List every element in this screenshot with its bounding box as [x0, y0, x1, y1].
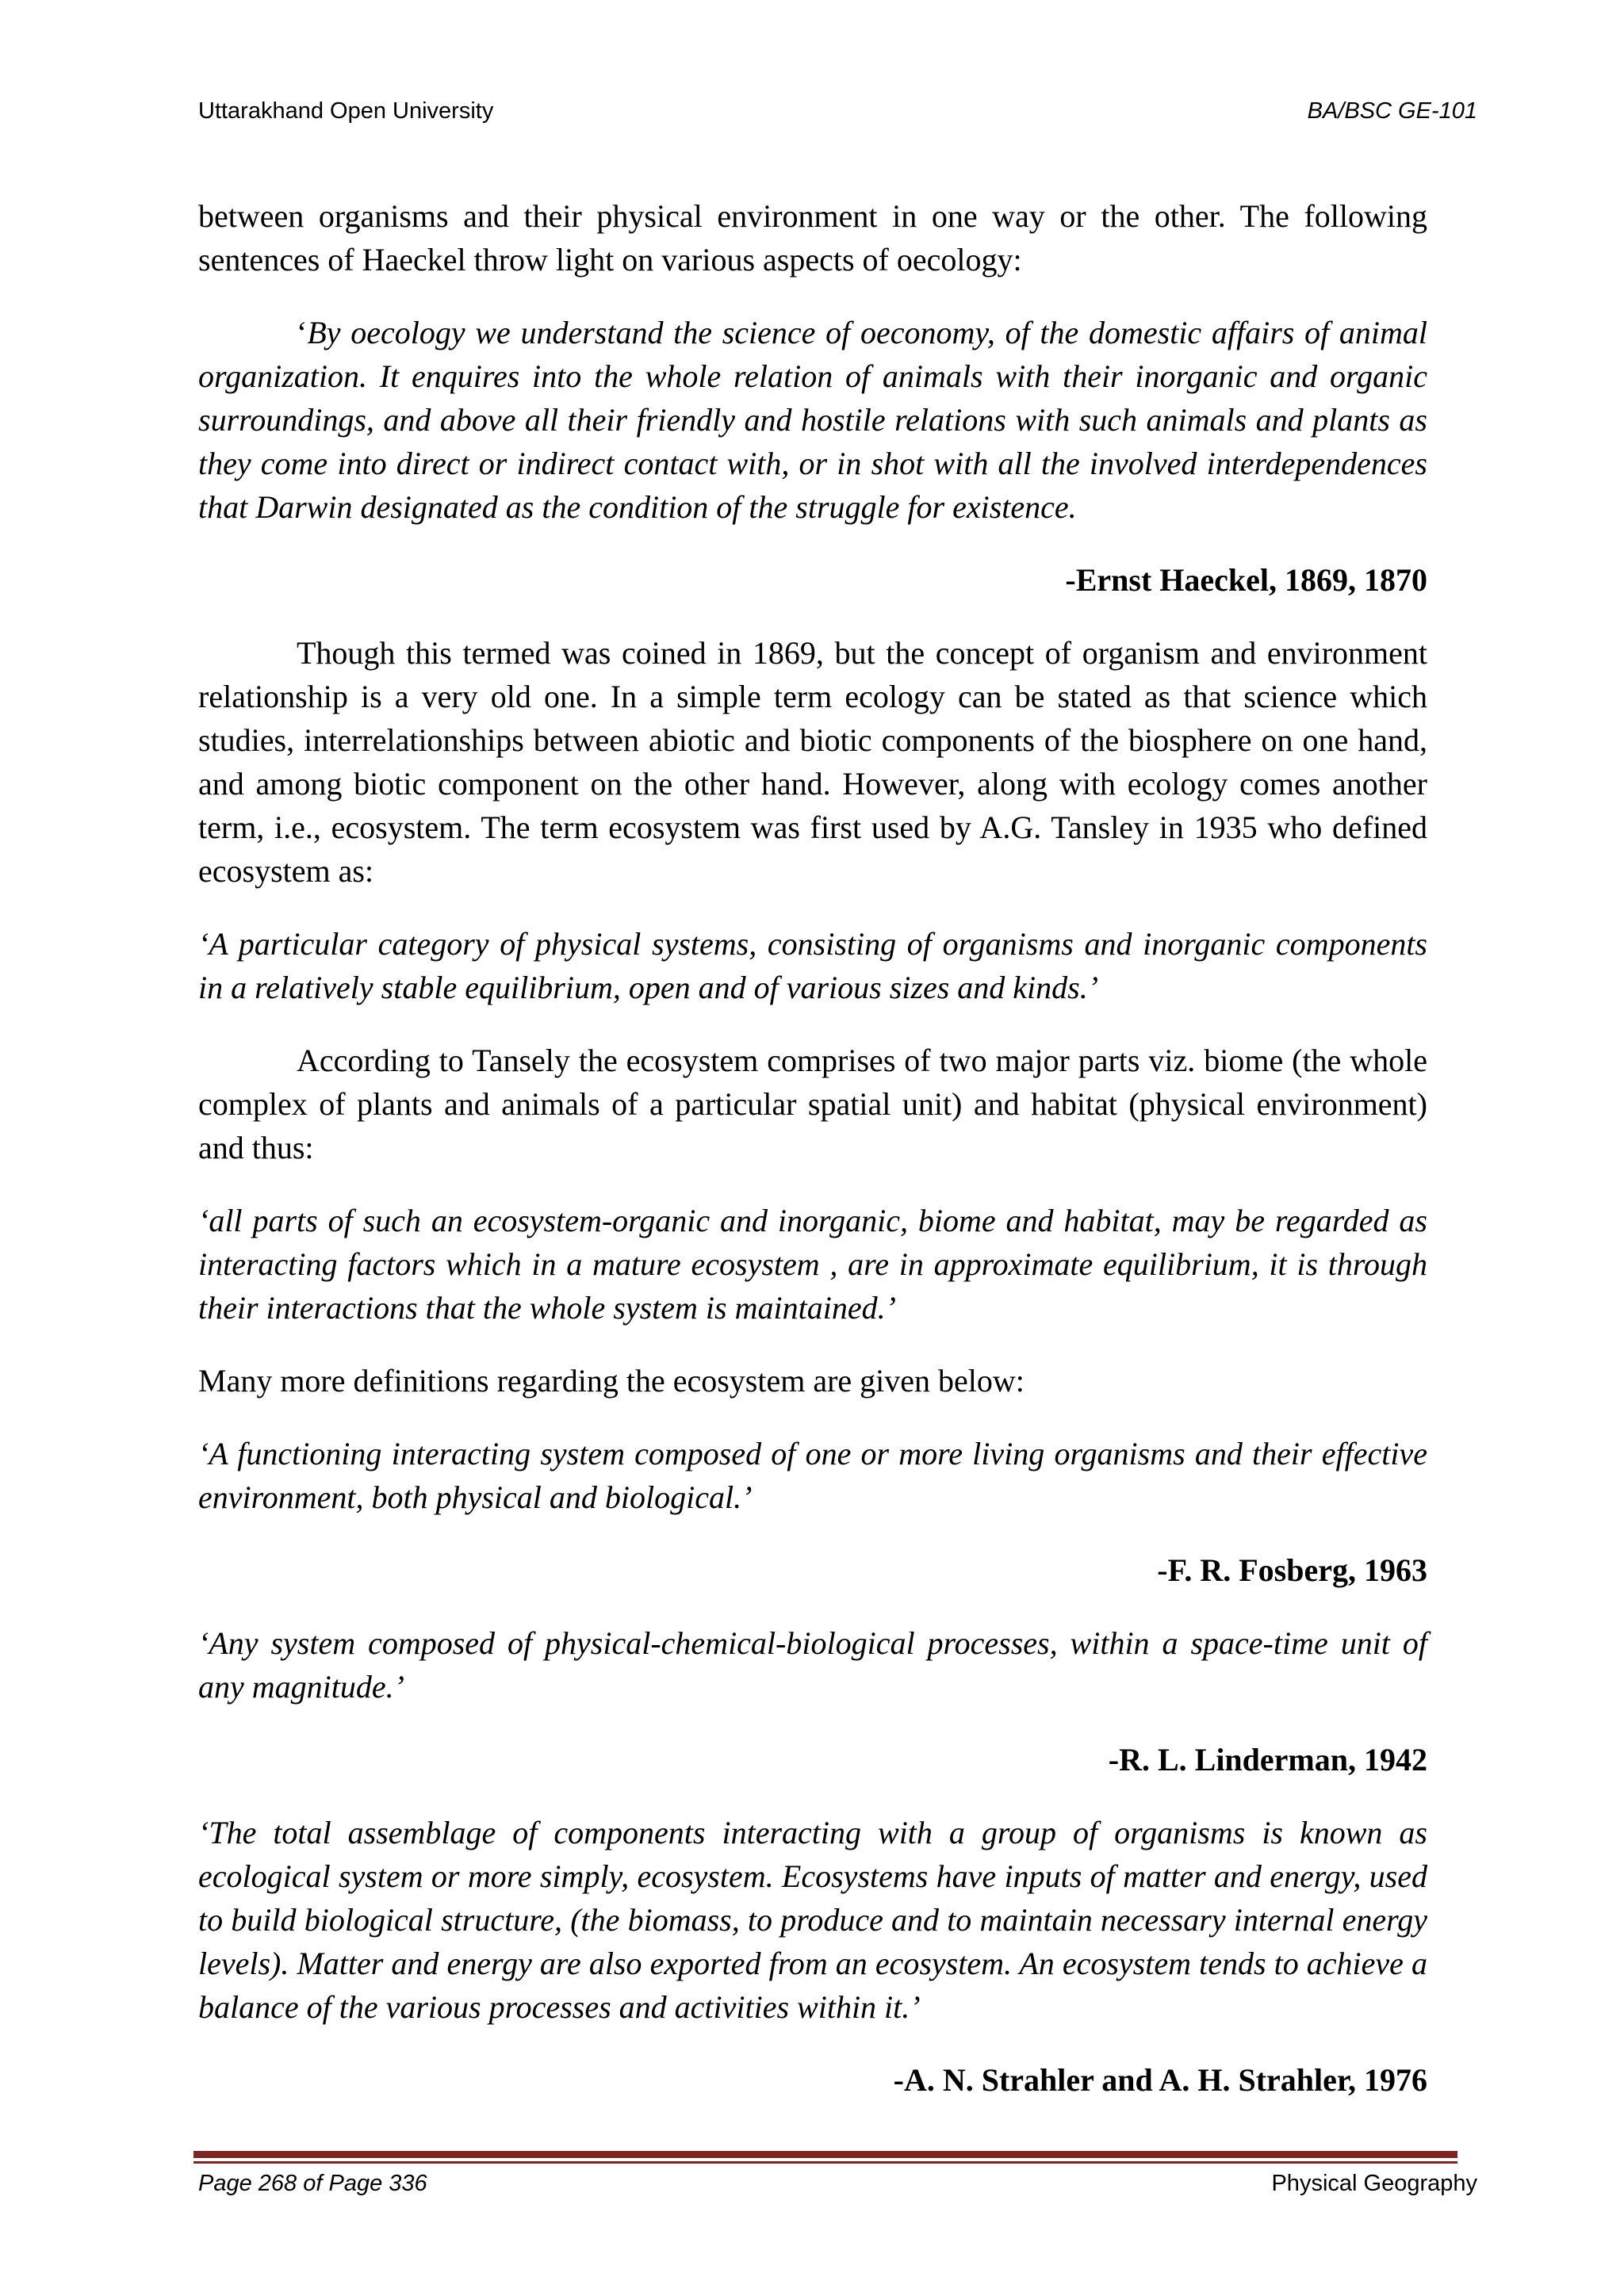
- attribution-strahler: -A. N. Strahler and A. H. Strahler, 1976: [893, 2062, 1427, 2098]
- footer-subject: Physical Geography: [1271, 2171, 1477, 2196]
- attribution-fosberg: -F. R. Fosberg, 1963: [1157, 1552, 1427, 1588]
- paragraph-2: Though this termed was coined in 1869, but the concept of organism and environment relationship is a very old one. In a simple term ecology can be stated as that science which studies, interrelationships between abiotic and biotic components of the biosphere on one hand, and among biotic component on the other hand. However, along with ecology comes another term, i.e., ecosystem. The term ecosystem was first used by A.G. Tansley in 1935 who defined ecosystem as:: [198, 635, 1427, 889]
- attribution-linderman: -R. L. Linderman, 1942: [1108, 1742, 1427, 1777]
- paragraph-3: According to Tansely the ecosystem comprises of two major parts viz. biome (the whole complex of plants and animals of a particular spatial unit) and habitat (physical environment) and thus:: [198, 1043, 1427, 1165]
- quote-haeckel: [198, 311, 1427, 529]
- paragraph-1: between organisms and their physical environment in one way or the other. The following sentences of Haeckel throw light on various aspects of oecology:: [198, 198, 1427, 277]
- quote-open-mark: ‘: [297, 315, 308, 350]
- footer-page-number: Page 268 of Page 336: [198, 2171, 427, 2196]
- quote-strahler: ‘The total assemblage of components interacting with a group of organisms is known as ecological system or more simply, ecosystem. Ecosystems have inputs of matter and energy, used to build biological structure, (the biomass, to produce and to maintain necessary internal energy levels). Matter and energy are also exported from an ecosystem. An ecosystem tends to achieve a balance of the various processes and activities within it.’: [198, 1815, 1427, 2025]
- footer-divider: [193, 2151, 1457, 2164]
- header-university: Uttarakhand Open University: [198, 98, 494, 124]
- quote-tansley: ‘A particular category of physical systems, consisting of organisms and inorganic components in a relatively stable equilibrium, open and of various sizes and kinds.’: [198, 926, 1427, 1005]
- header-course-code: BA/BSC GE-101: [1307, 98, 1477, 124]
- page-content: [198, 194, 1427, 2131]
- quote-haeckel-text: By oecology we understand the science of oeconomy, of the domestic affairs of animal organization. It enquires into the whole relation of animals with their inorganic and organic surroundings, and above all their friendly and hostile relations with such animals and plants as they come into direct or indirect contact with, or in shot with all the involved interdependences that Darwin designated as the condition of the struggle for existence.: [198, 315, 1427, 525]
- attribution-haeckel: -Ernst Haeckel, 1869, 1870: [1065, 562, 1427, 598]
- paragraph-4: Many more definitions regarding the ecosystem are given below:: [198, 1363, 1025, 1399]
- quote-tansley-2: ‘all parts of such an ecosystem-organic and inorganic, biome and habitat, may be regarded as interacting factors which in a mature ecosystem , are in approximate equilibrium, it is through their interactions that the whole system is maintained.’: [198, 1203, 1427, 1326]
- footer-divider-thick: [193, 2151, 1457, 2158]
- quote-fosberg: ‘A functioning interacting system composed of one or more living organisms and their effective environment, both physical and biological.’: [198, 1436, 1427, 1515]
- footer-divider-thin: [193, 2161, 1457, 2164]
- quote-linderman: ‘Any system composed of physical-chemical-biological processes, within a space-time unit of any magnitude.’: [198, 1625, 1427, 1705]
